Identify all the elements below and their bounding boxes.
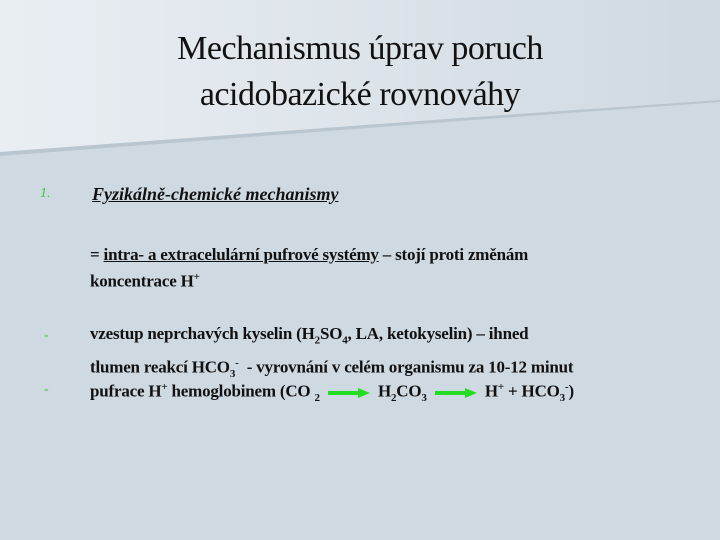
text: pufrace H [90,381,162,401]
text: koncentrace H [90,271,194,291]
bullet-marker: - [44,328,49,343]
title-line-2: acidobazické rovnováhy [199,76,521,113]
text: H [484,381,498,401]
text: , LA, ketokyselin) – ihned [347,324,529,343]
text: tlumen reakcí HCO [90,358,230,378]
sup: + [193,271,200,283]
text: H [377,381,391,401]
sup: + [497,381,504,393]
sub: 3 [421,392,427,405]
text: CO [396,381,422,401]
arrow-right-icon [435,388,477,398]
text: SO [319,324,343,343]
section-number: 1. [40,186,51,201]
sup: - [564,381,569,393]
text: = [90,245,104,264]
text: vzestup neprchavých kyselin (H [90,324,315,343]
sub: 3 [229,368,236,381]
title-line-1: Mechanismus úprav poruch [177,30,543,67]
slide-title [0,26,720,118]
text: – stojí proti změnám [378,245,529,264]
sub: 2 [314,334,320,347]
bullet-marker: - [44,382,49,397]
underlined-term: intra- a extracelulární pufrové systémy [103,245,379,264]
sup: - [235,357,239,370]
text: ) [568,381,574,401]
text: - vyrovnání v celém organismu za 10-12 minut [238,358,574,378]
sub: 2 [314,392,320,405]
arrow-right-icon [328,388,370,398]
sub: 2 [390,392,397,405]
sup: + [161,381,168,393]
bullet-2 [90,376,574,410]
definition-text [90,243,528,293]
text: + HCO [503,381,560,401]
sub: 3 [559,392,565,405]
section-heading: Fyzikálně-chemické mechanismy [92,184,339,204]
sub: 4 [342,334,348,347]
text: hemoglobinem (CO [167,381,315,401]
